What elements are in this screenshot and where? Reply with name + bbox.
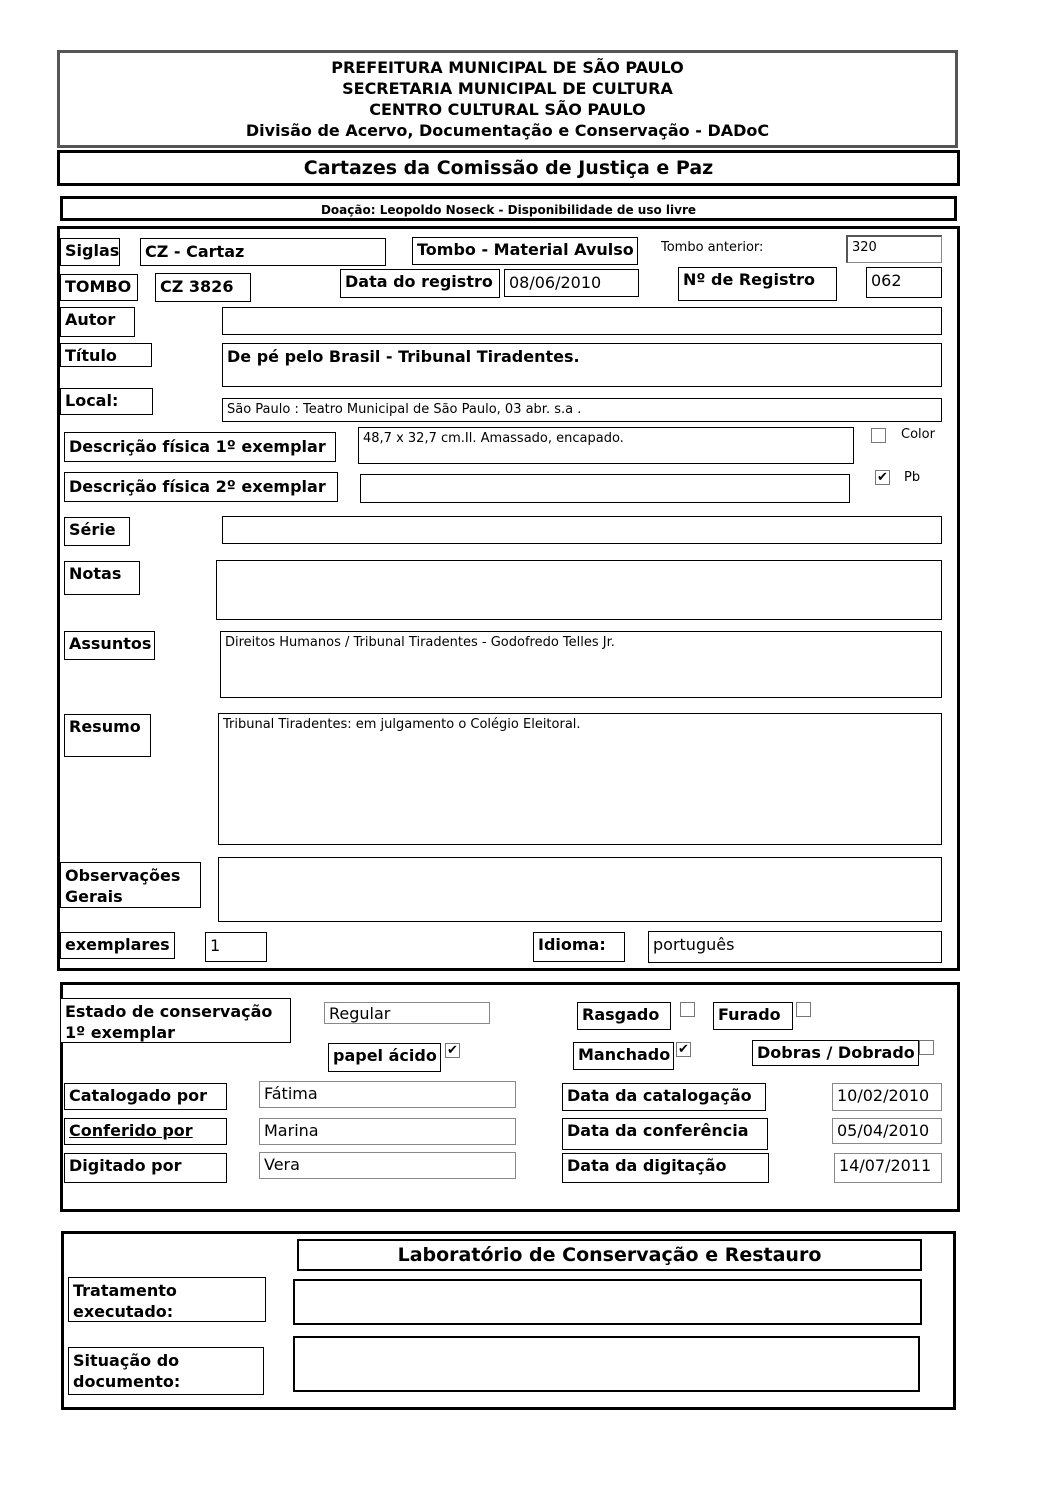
data-catalogacao-field[interactable]: 10/02/2010 [832, 1083, 942, 1111]
header-line-4: Divisão de Acervo, Documentação e Conservação - DADoC [245, 121, 770, 140]
rasgado-checkbox[interactable] [680, 1002, 695, 1017]
situacao-field[interactable] [293, 1336, 920, 1392]
header-line-2: SECRETARIA MUNICIPAL DE CULTURA [342, 79, 673, 98]
header-line-3: CENTRO CULTURAL SÃO PAULO [369, 100, 646, 119]
observacoes-label: Observações Gerais [60, 862, 201, 908]
papel-acido-label: papel ácido [328, 1043, 441, 1072]
assuntos-field[interactable]: Direitos Humanos / Tribunal Tiradentes - Godofredo Telles Jr. [220, 631, 942, 698]
header-line-1: PREFEITURA MUNICIPAL DE SÃO PAULO [331, 58, 684, 77]
rasgado-label: Rasgado [577, 1002, 671, 1030]
assuntos-label: Assuntos [64, 631, 155, 660]
lab-title-box [297, 1239, 922, 1271]
n-registro-field[interactable]: 062 [866, 267, 942, 298]
color-label: Color [901, 427, 935, 442]
titulo-field[interactable]: De pé pelo Brasil - Tribunal Tiradentes. [222, 343, 942, 387]
observacoes-field[interactable] [218, 857, 942, 922]
exemplares-label: exemplares [60, 932, 175, 959]
pb-label: Pb [904, 470, 921, 485]
notas-label: Notas [64, 561, 140, 595]
desc1-field[interactable]: 48,7 x 32,7 cm.Il. Amassado, encapado. [358, 427, 854, 464]
resumo-label: Resumo [64, 714, 151, 757]
notas-field[interactable] [216, 560, 942, 620]
data-catalogacao-label: Data da catalogação [562, 1083, 766, 1111]
situacao-label: Situação do documento: [68, 1347, 264, 1395]
siglas-field[interactable]: CZ - Cartaz [140, 238, 386, 266]
n-registro-label: Nº de Registro [678, 267, 837, 301]
dobras-label: Dobras / Dobrado [752, 1040, 919, 1066]
tombo-label: TOMBO [60, 274, 138, 301]
local-label: Local: [60, 388, 153, 415]
conferido-label: Conferido por [64, 1118, 227, 1145]
color-checkbox[interactable] [871, 428, 886, 443]
catalogado-field[interactable]: Fátima [259, 1081, 516, 1108]
tombo-field[interactable]: CZ 3826 [155, 273, 251, 302]
data-registro-field[interactable]: 08/06/2010 [504, 269, 639, 297]
furado-checkbox[interactable] [796, 1002, 811, 1017]
donation-text: Doação: Leopoldo Noseck - Disponibilidade de uso livre [320, 203, 697, 217]
data-digitacao-field[interactable]: 14/07/2011 [834, 1153, 942, 1183]
tombo-anterior-field[interactable]: 320 [846, 235, 942, 263]
estado-field[interactable]: Regular [324, 1002, 490, 1024]
autor-label: Autor [60, 307, 135, 337]
data-digitacao-label: Data da digitação [562, 1153, 769, 1183]
lab-title: Laboratório de Conservação e Restauro [397, 1244, 822, 1266]
tombo-anterior-label: Tombo anterior: [661, 240, 764, 255]
institution-header [57, 50, 958, 148]
collection-title: Cartazes da Comissão de Justiça e Paz [303, 157, 714, 179]
desc1-label: Descrição física 1º exemplar [64, 432, 336, 462]
titulo-label: Título [60, 343, 152, 367]
furado-label: Furado [713, 1002, 793, 1030]
siglas-label: Siglas [60, 238, 120, 266]
idioma-label: Idioma: [533, 932, 625, 962]
pb-checkbox[interactable]: ✔ [875, 470, 890, 485]
autor-field[interactable] [222, 307, 942, 335]
desc2-field[interactable] [360, 474, 850, 503]
local-field[interactable]: São Paulo : Teatro Municipal de São Paulo, 03 abr. s.a . [222, 398, 942, 422]
data-registro-label: Data do registro [340, 269, 500, 298]
serie-field[interactable] [222, 516, 942, 544]
estado-label: Estado de conservação 1º exemplar [60, 998, 291, 1043]
digitado-field[interactable]: Vera [259, 1152, 516, 1179]
digitado-label: Digitado por [64, 1153, 227, 1183]
idioma-field[interactable]: português [648, 931, 942, 963]
dobras-checkbox[interactable] [919, 1040, 934, 1055]
donation-box [60, 196, 957, 221]
desc2-label: Descrição física 2º exemplar [64, 472, 338, 502]
data-conferencia-label: Data da conferência [562, 1118, 768, 1150]
data-conferencia-field[interactable]: 05/04/2010 [832, 1118, 942, 1144]
catalogado-label: Catalogado por [64, 1083, 227, 1110]
serie-label: Série [64, 517, 130, 546]
conferido-field[interactable]: Marina [259, 1118, 516, 1145]
papel-acido-checkbox[interactable]: ✔ [445, 1043, 460, 1058]
collection-title-box [57, 150, 960, 186]
tratamento-field[interactable] [293, 1279, 922, 1325]
exemplares-field[interactable]: 1 [205, 932, 267, 962]
resumo-field[interactable]: Tribunal Tiradentes: em julgamento o Colégio Eleitoral. [218, 713, 942, 845]
tratamento-label: Tratamento executado: [68, 1277, 266, 1322]
manchado-checkbox[interactable]: ✔ [676, 1042, 691, 1057]
tombo-material-label: Tombo - Material Avulso [412, 237, 638, 265]
manchado-label: Manchado [573, 1042, 674, 1070]
